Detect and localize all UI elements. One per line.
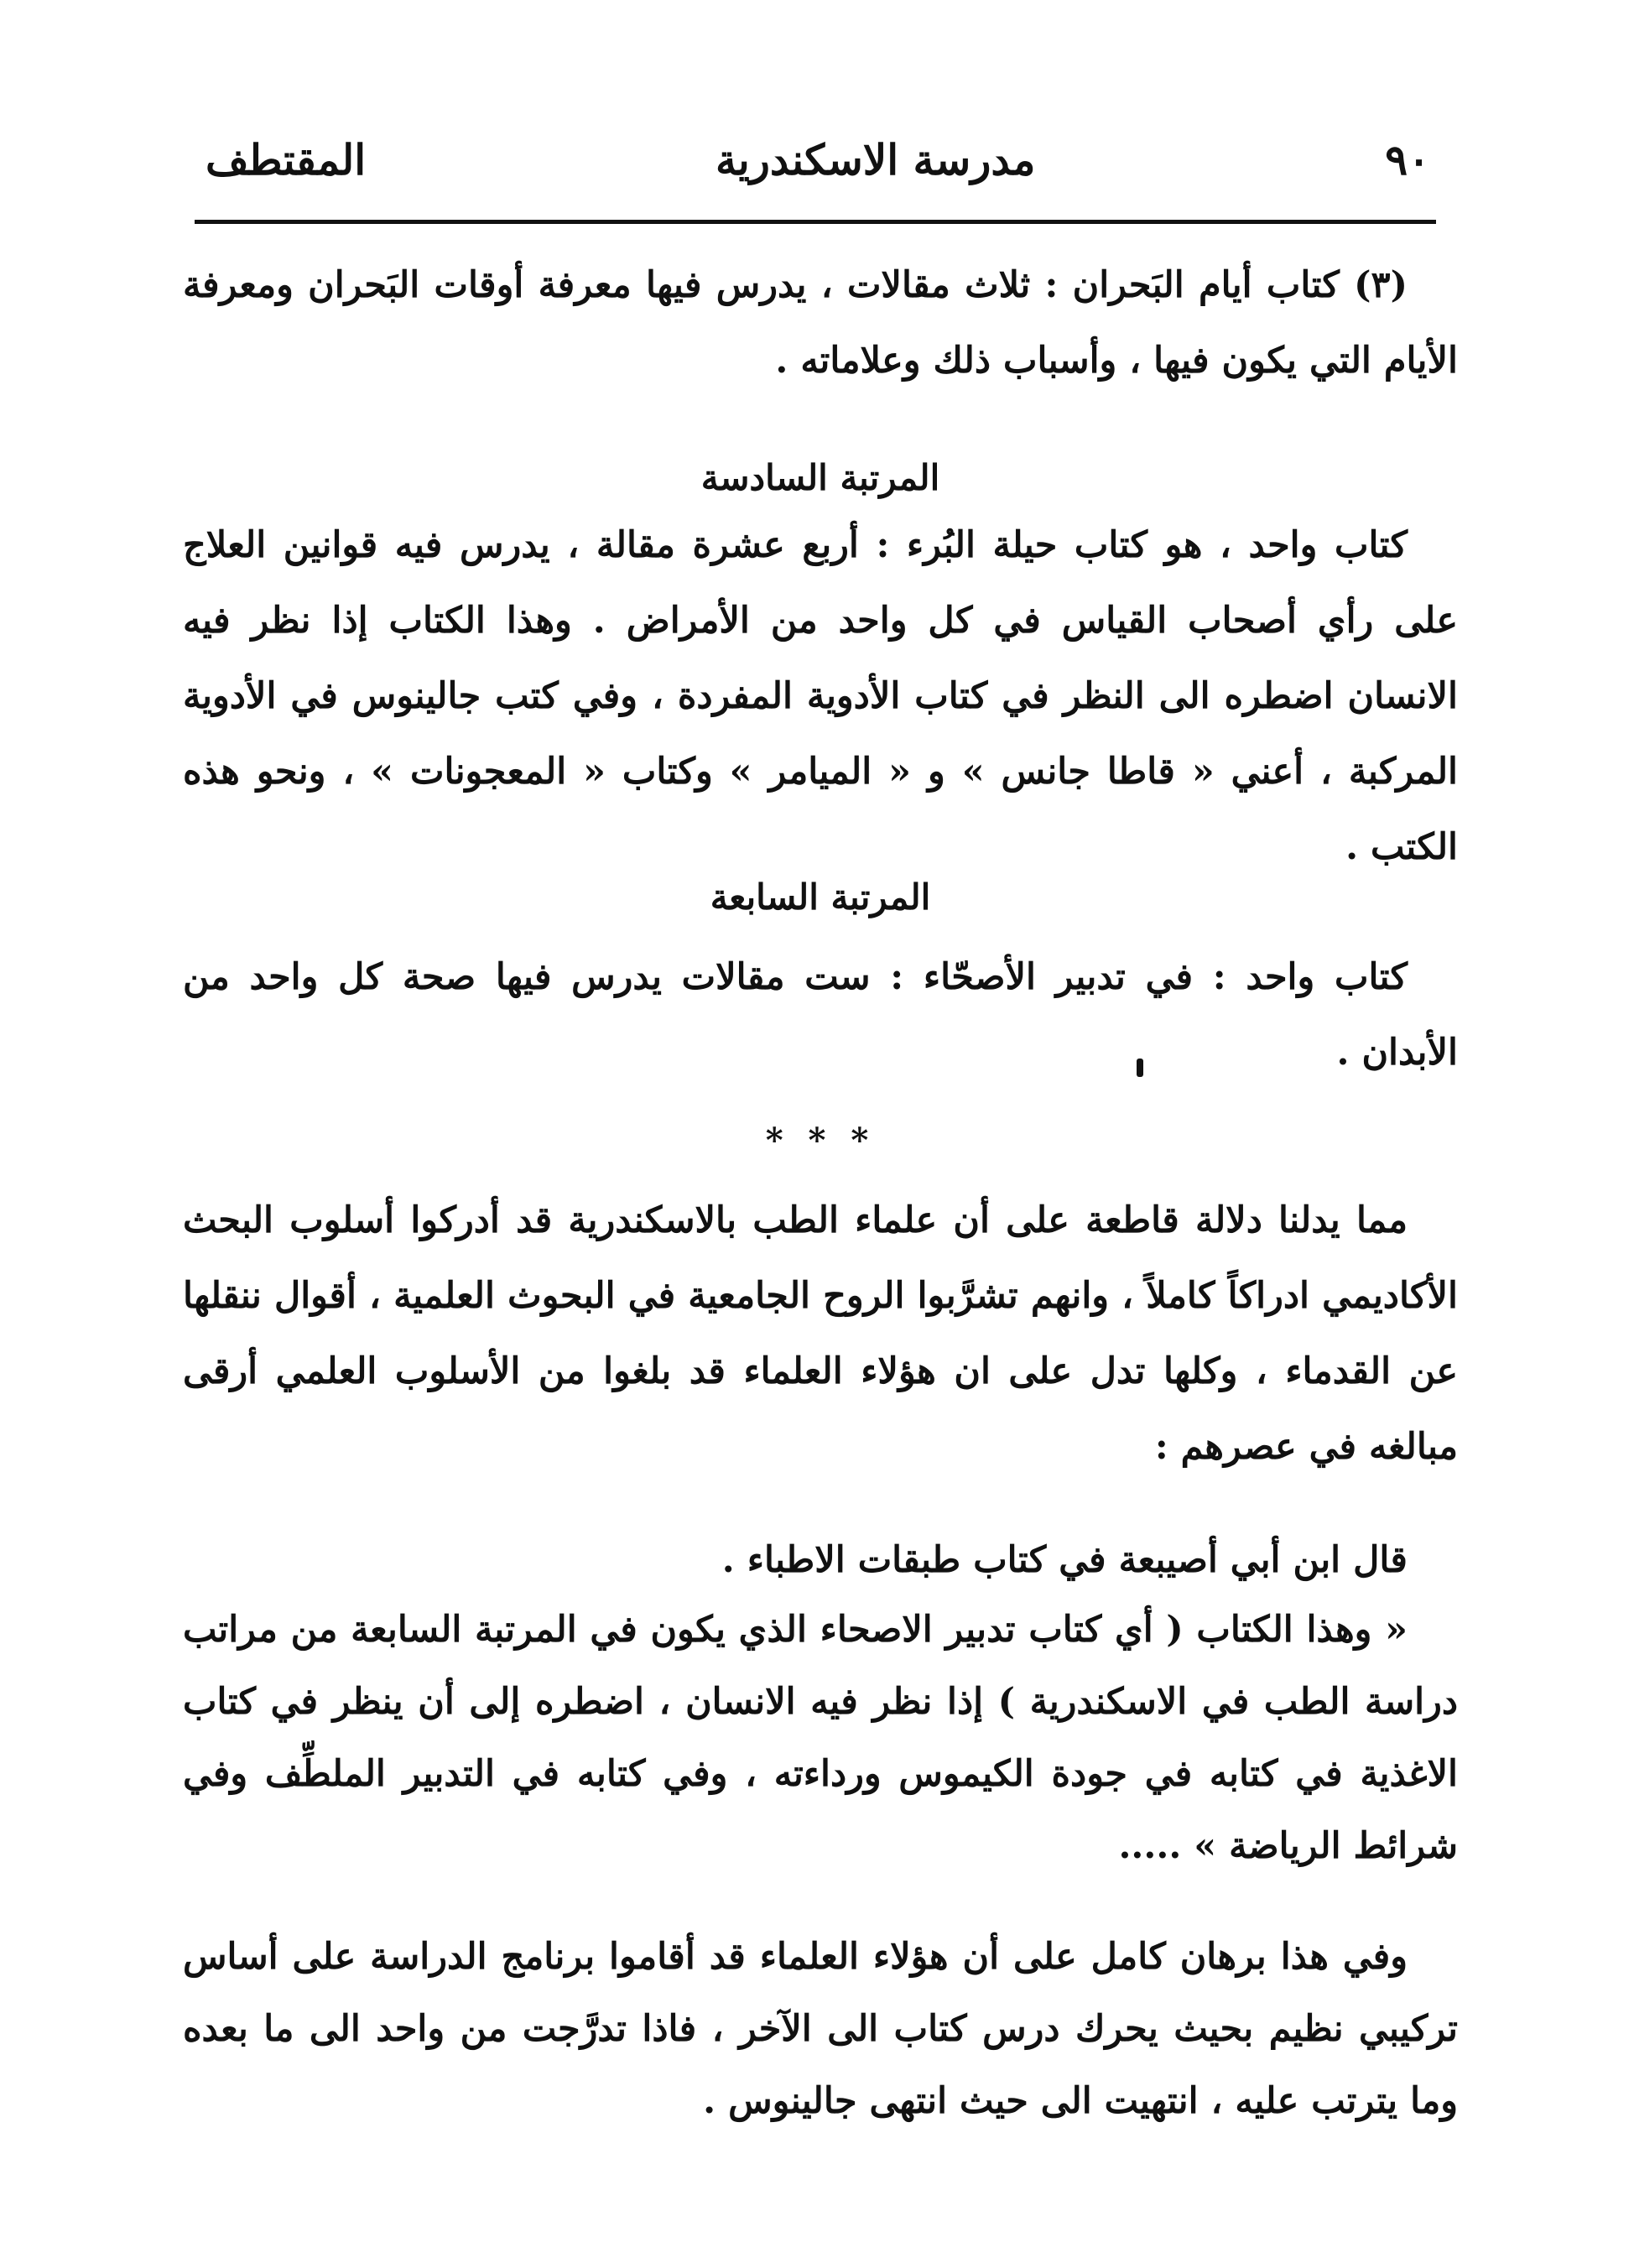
paragraph-quotation: « وهذا الكتاب ( أي كتاب تدبير الاصحاء الذي يكون في المرتبة السابعة من مراتب دراسة الطب في الاسكندرية ) إذا نظر فيه الانسان ، اضطره إلى أن ينظر في كتاب الاغذية في كتابه في جودة الكيموس ورداءته ، وفي كتابه في التدبير الملطِّف وفي شرائط الرياضة » ..... [183,1609,1458,1867]
paragraph-hilat-alburr: كتاب واحد ، هو كتاب حيلة البُرء : أربع عشرة مقالة ، يدرس فيه قوانين العلاج على رأي أصحاب القياس في كل واحد من الأمراض . وهذا الكتاب إذا نظر فيه الانسان اضطره الى النظر في كتاب الأدوية المفردة ، وفي كتب جالينوس في الأدوية المركبة ، أعني « قاطا جانس » و « الميامر » وكتاب « المعجونات » ، ونحو هذه الكتب . [183,524,1458,868]
section-separator: * * * [765,1121,876,1160]
paragraph-bahran: (٣) كتاب أيام البَحران : ثلاث مقالات ، يدرس فيها معرفة أوقات البَحران ومعرفة الأيام التي يكون فيها ، وأسباب ذلك وعلاماته . [183,264,1458,382]
section-heading-sixth: المرتبة السادسة [700,457,940,498]
paragraph-ibn-abi-usaybia: قال ابن أبي أصيبعة في كتاب طبقات الاطباء . [721,1539,1408,1581]
page-number: ٩٠ [1385,134,1430,185]
paragraph-academic-method: مما يدلنا دلالة قاطعة على أن علماء الطب بالاسكندرية قد أدركوا أسلوب البحث الأكاديمي ادراكاً كاملاً ، وانهم تشرَّبوا الروح الجامعية في البحوث العلمية ، أقوال ننقلها عن القدماء ، وكلها تدل على ان هؤلاء العلماء قد بلغوا من الأسلوب العلمي أرقى مبالغه في عصرهم : [183,1199,1458,1468]
paragraph-conclusion: وفي هذا برهان كامل على أن هؤلاء العلماء قد أقاموا برنامج الدراسة على أساس تركيبي نظيم بحيث يحرك درس كتاب الى الآخر ، فاذا تدرَّجت من واحد الى ما بعده وما يترتب عليه ، انتهيت الى حيث انتهى جالينوس . [183,1936,1458,2122]
stray-ink-mark [1137,1059,1143,1077]
paragraph-tadbir-alasihha: كتاب واحد : في تدبير الأصحّاء : ست مقالات يدرس فيها صحة كل واحد من الأبدان . [183,956,1458,1074]
journal-name: المقتطف [206,134,367,185]
section-heading-seventh: المرتبة السابعة [710,877,931,918]
header-rule [195,220,1436,224]
page-header [206,126,1430,193]
running-title: مدرسة الاسكندرية [716,134,1036,185]
